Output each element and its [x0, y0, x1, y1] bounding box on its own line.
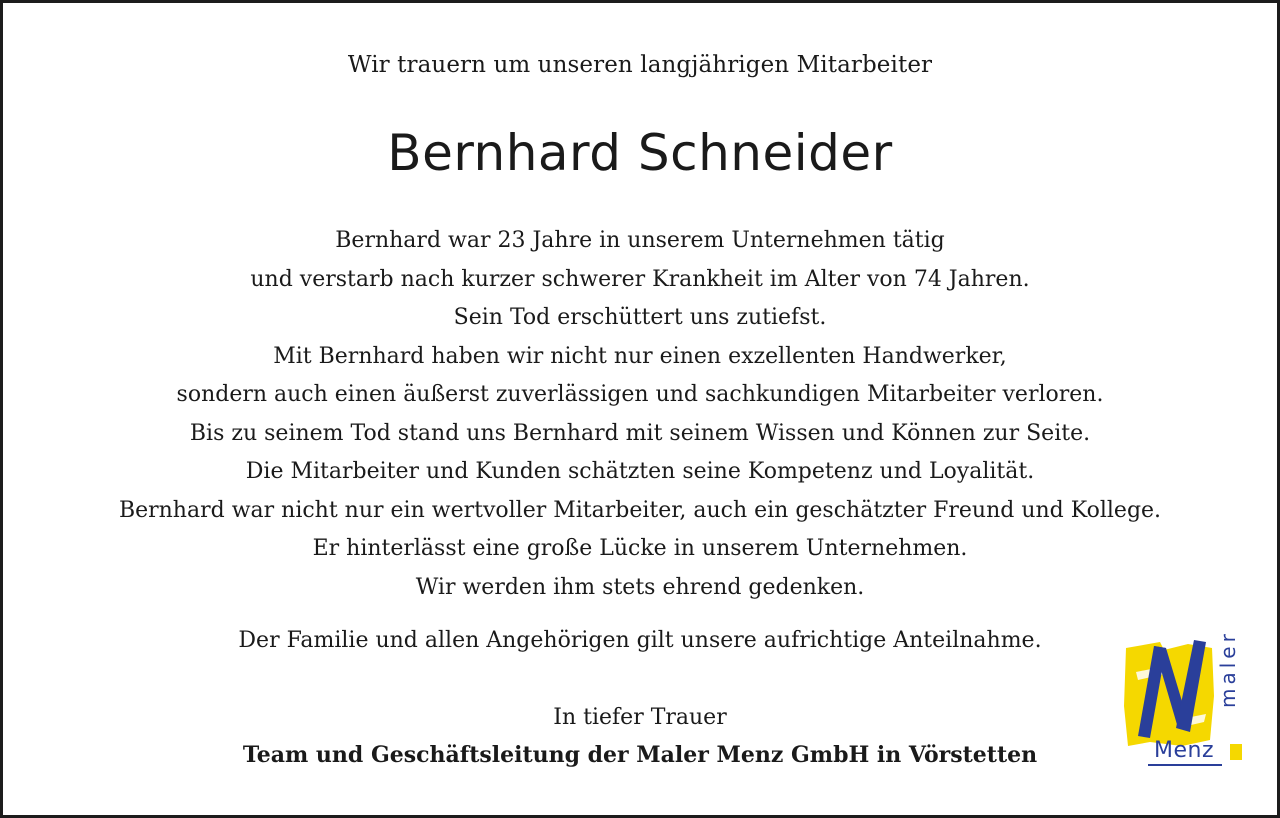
deceased-name: Bernhard Schneider: [387, 124, 893, 182]
notice-body: [3, 222, 1277, 607]
logo-wordmark-maler: maler: [1216, 630, 1240, 708]
body-line: Wir werden ihm stets ehrend gedenken.: [415, 574, 865, 600]
logo-wordmark-menz: Menz: [1154, 738, 1215, 763]
body-line: Bis zu seinem Tod stand uns Bernhard mit seinem Wissen und Können zur Seite.: [189, 420, 1091, 446]
body-line: Bernhard war 23 Jahre in unserem Unternehmen tätig: [335, 228, 945, 253]
body-line: Mit Bernhard haben wir nicht nur einen exzellenten Handwerker,: [273, 343, 1007, 369]
body-line: sondern auch einen äußerst zuverlässigen und sachkundigen Mitarbeiter verloren.: [176, 382, 1104, 407]
body-line: Er hinterlässt eine große Lücke in unserem Unternehmen.: [312, 536, 968, 561]
signature-sender: Team und Geschäftsleitung der Maler Menz GmbH in Vörstetten: [242, 742, 1038, 768]
body-line: Bernhard war nicht nur ein wertvoller Mitarbeiter, auch ein geschätzter Freund und Kollege.: [118, 497, 1162, 523]
notice-intro: Wir trauern um unseren langjährigen Mitarbeiter: [347, 52, 933, 78]
body-line: Sein Tod erschüttert uns zutiefst.: [453, 305, 827, 330]
body-line: und verstarb nach kurzer schwerer Krankheit im Alter von 74 Jahren.: [250, 266, 1030, 292]
maler-menz-logo-icon: [1120, 630, 1252, 772]
condolence-line: Der Familie und allen Angehörigen gilt unsere aufrichtige Anteilnahme.: [238, 628, 1042, 653]
signature-intro: In tiefer Trauer: [553, 705, 727, 730]
body-line: Die Mitarbeiter und Kunden schätzten seine Kompetenz und Loyalität.: [245, 459, 1035, 484]
